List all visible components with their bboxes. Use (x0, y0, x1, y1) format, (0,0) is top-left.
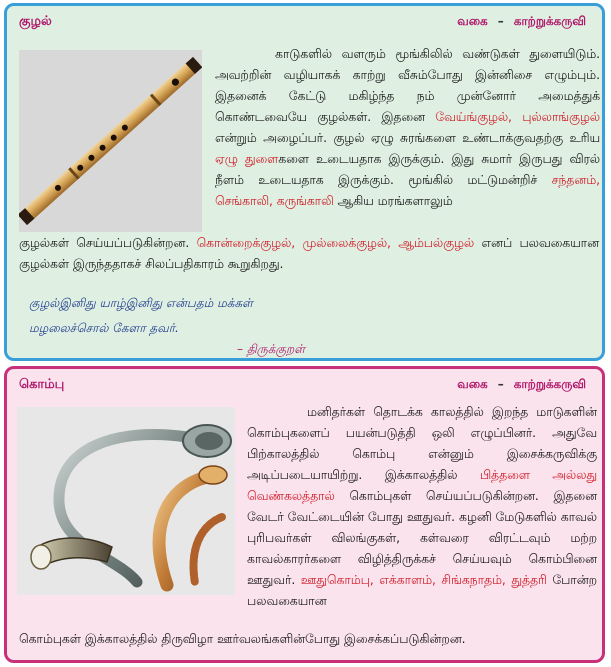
horn-type (457, 377, 586, 393)
horn-paragraph-continued: கொம்புகள் இக்காலத்தில் திருவிழா ஊர்வலங்களின்போது இசைக்கப்படுகின்றன. (19, 632, 466, 646)
metals-highlight: பித்தளை அல்லது வெண்கலத்தால் (247, 468, 598, 503)
couplet-line-1: குழல்இனிது யாழ்இனிது என்பதம் மக்கள் (29, 296, 253, 310)
horn-type-value: காற்றுக்கருவி (513, 377, 586, 391)
horn-types-highlight: ஊதுகொம்பு, எக்காளம், சிங்கநாதம், துத்தரி (300, 573, 547, 587)
horn-type-label: வகை (457, 377, 488, 391)
seven-holes-highlight: ஏழு துளை (215, 152, 279, 166)
woods-highlight: சந்தனம், செங்காலி, கருங்காலி (215, 173, 600, 208)
couplet-line-2: மழலைச்சொல் கேளா தவர். (29, 321, 179, 335)
horns-illustration (17, 407, 235, 595)
flute-type-label: வகை (457, 14, 488, 28)
horn-image (17, 407, 235, 595)
flute-title: குழல் (19, 14, 52, 29)
flute-image (19, 50, 202, 232)
flute-paragraph: காடுகளில் வளரும் மூங்கிலில் வண்டுகள் துளையிடும். அவற்றின் வழியாகக் காற்று வீசும்போது இன்னிசை எழும்பும். இதனைக் கேட்டு மகிழ்ந்த நம் முன்னோர் அமைத்துக் கொண்டவையே குழல்கள். இதனை வேய்ங்குழல், புல்லாங்குழல் என்றும் அழைப்பர். குழல் ஏழு சுரங்களை உண்டாக்குவதற்கு உரிய ஏழு துளைகளை உடையதாக இருக்கும். இது சுமார் இருபது விரல் நீளம் உடையதாக இருக்கும். மூங்கில் மட்டுமன்றிச் சந்தனம், செங்காலி, கருங்காலி ஆகிய மரங்களாலும் (215, 47, 601, 208)
flute-type (457, 14, 586, 30)
flute-types-highlight: கொன்றைக்குழல், முல்லைக்குழல், ஆம்பல்குழல் (196, 236, 475, 250)
horn-type-dash: – (497, 377, 504, 391)
horn-card (4, 366, 605, 663)
bamboo-flute-illustration (19, 50, 202, 232)
horn-paragraph: மனிதர்கள் தொடக்க காலத்தில் இறந்த மாடுகளின் கொம்புகளைப் பயன்படுத்தி ஒலி எழுப்பினர். அதுவே பிற்காலத்தில் கொம்பு என்னும் இசைக்கருவிக்கு அடிப்படையாயிற்று. இக்காலத்தில் பித்தளை அல்லது வெண்கலத்தால் கொம்புகள் செய்யப்படுகின்றன. இதனை வேடர் வேட்டையின் போது ஊதுவர். கழனி மேடுகளில் காவல் புரிபவர்கள் விலங்குகள், கள்வரை விரட்டவும் மற்ற காவல்காரர்களை விழித்திருக்கச் செய்யவும் கொம்பினை ஊதுவர். ஊதுகொம்பு, எக்காளம், சிங்கநாதம், துத்தரி போன்ற பலவகையான (247, 405, 598, 608)
horn-title: கொம்பு (19, 377, 65, 392)
flute-names-highlight: வேய்ங்குழல், புல்லாங்குழல் (435, 110, 600, 124)
flute-card (4, 3, 605, 361)
flute-type-value: காற்றுக்கருவி (513, 14, 586, 28)
couplet-attribution: – திருக்குறள் (237, 342, 306, 356)
flute-type-dash: – (497, 14, 504, 28)
flute-paragraph-continued: குழல்கள் செய்யப்படுகின்றன. கொன்றைக்குழல், முல்லைக்குழல், ஆம்பல்குழல் எனப் பலவகையான குழல்கள் இருந்ததாகச் சிலப்பதிகாரம் கூறுகிறது. (19, 236, 600, 271)
